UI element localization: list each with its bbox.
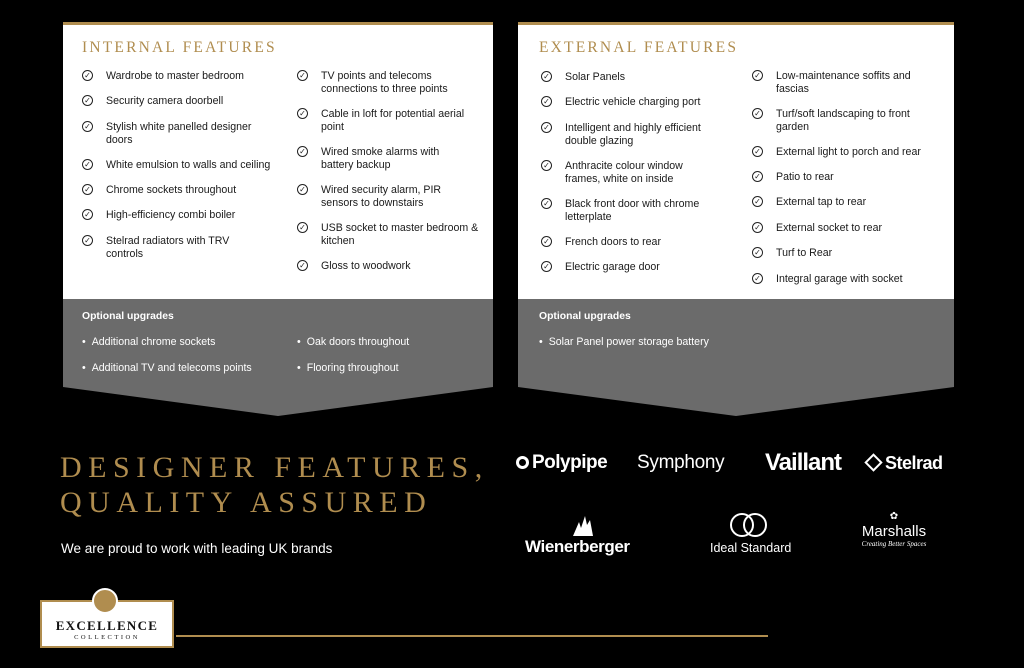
wienerberger-logo: Wienerberger xyxy=(525,516,630,557)
check-icon: ✓ xyxy=(82,209,93,220)
internal-features-panel xyxy=(63,22,493,414)
feature-item: ✓ Patio to rear xyxy=(752,171,932,184)
check-icon: ✓ xyxy=(541,71,552,82)
check-icon: ✓ xyxy=(297,70,308,81)
external-features-panel xyxy=(518,22,954,414)
excellence-emblem-icon xyxy=(92,588,118,614)
check-icon: ✓ xyxy=(82,184,93,195)
check-icon: ✓ xyxy=(752,70,763,81)
check-icon: ✓ xyxy=(541,122,552,133)
check-icon: ✓ xyxy=(541,236,552,247)
optional-item: • Additional chrome sockets xyxy=(82,336,216,348)
check-icon: ✓ xyxy=(752,171,763,182)
check-icon: ✓ xyxy=(82,121,93,132)
check-icon: ✓ xyxy=(297,108,308,119)
polypipe-icon xyxy=(516,456,529,469)
vaillant-logo: Vaillant xyxy=(765,449,842,476)
footer-rule xyxy=(176,635,768,637)
feature-item: ✓ Wired security alarm, PIR sensors to downstairs xyxy=(297,184,477,210)
check-icon: ✓ xyxy=(297,222,308,233)
headline xyxy=(60,450,489,520)
feature-item: ✓ Wired smoke alarms with battery backup xyxy=(297,146,467,172)
external-features-title: EXTERNAL FEATURES xyxy=(539,39,739,56)
feature-item: ✓ Intelligent and highly efficient double glazing xyxy=(541,122,721,148)
feature-item: ✓ External tap to rear xyxy=(752,196,932,209)
optional-item: • Additional TV and telecoms points xyxy=(82,362,252,374)
check-icon: ✓ xyxy=(752,247,763,258)
excellence-collection-badge xyxy=(40,600,174,648)
check-icon: ✓ xyxy=(541,198,552,209)
feature-item: ✓ Electric garage door xyxy=(541,261,721,274)
internal-features-title: INTERNAL FEATURES xyxy=(82,39,277,56)
optional-item: • Oak doors throughout xyxy=(297,336,410,348)
feature-item: ✓ Integral garage with socket xyxy=(752,273,942,286)
internal-optional-upgrades xyxy=(63,299,493,414)
badge-title: EXCELLENCE xyxy=(55,618,159,633)
feature-item: ✓ USB socket to master bedroom & kitchen xyxy=(297,222,482,248)
optional-upgrades-title: Optional upgrades xyxy=(539,311,631,322)
feature-item: ✓ External light to porch and rear xyxy=(752,146,947,159)
headline-line-1: DESIGNER FEATURES, xyxy=(60,451,489,484)
check-icon: ✓ xyxy=(541,160,552,171)
optional-item: • Flooring throughout xyxy=(297,362,399,374)
ideal-standard-icon xyxy=(730,513,770,539)
marshalls-icon: ✿ xyxy=(889,511,899,522)
feature-item: ✓ Cable in loft for potential aerial point xyxy=(297,108,467,134)
check-icon: ✓ xyxy=(541,96,552,107)
check-icon: ✓ xyxy=(82,235,93,246)
feature-item: ✓ Stylish white panelled designer doors xyxy=(82,121,262,147)
feature-item: ✓ Gloss to woodwork xyxy=(297,260,477,273)
tagline: We are proud to work with leading UK brands xyxy=(61,541,333,556)
feature-item: ✓ Electric vehicle charging port xyxy=(541,96,731,109)
symphony-logo: Symphony xyxy=(637,452,725,473)
stelrad-logo: Stelrad xyxy=(867,453,943,474)
check-icon: ✓ xyxy=(752,108,763,119)
feature-item: ✓ Turf to Rear xyxy=(752,247,932,260)
feature-item: ✓ French doors to rear xyxy=(541,236,721,249)
feature-item: ✓ Turf/soft landscaping to front garden xyxy=(752,108,932,134)
feature-item: ✓ Chrome sockets throughout xyxy=(82,184,262,197)
feature-item: ✓ Black front door with chrome letterplate xyxy=(541,198,721,224)
check-icon: ✓ xyxy=(297,146,308,157)
check-icon: ✓ xyxy=(82,95,93,106)
feature-item: ✓ Anthracite colour window frames, white on inside xyxy=(541,160,711,186)
badge-subtitle: COLLECTION xyxy=(74,634,140,641)
marshalls-logo: ✿ Marshalls Creating Better Spaces xyxy=(852,512,936,548)
check-icon: ✓ xyxy=(82,70,93,81)
wienerberger-icon xyxy=(573,516,593,536)
feature-item: ✓ Security camera doorbell xyxy=(82,95,262,108)
optional-upgrades-title: Optional upgrades xyxy=(82,311,174,322)
check-icon: ✓ xyxy=(752,222,763,233)
feature-item: ✓ Wardrobe to master bedroom xyxy=(82,70,262,83)
feature-item: ✓ High-efficiency combi boiler xyxy=(82,209,262,222)
check-icon: ✓ xyxy=(752,146,763,157)
external-optional-upgrades xyxy=(518,299,954,414)
check-icon: ✓ xyxy=(82,159,93,170)
headline-line-2: QUALITY ASSURED xyxy=(60,486,433,519)
check-icon: ✓ xyxy=(752,273,763,284)
feature-item: ✓ TV points and telecoms connections to three points xyxy=(297,70,477,96)
check-icon: ✓ xyxy=(752,196,763,207)
stelrad-icon xyxy=(864,453,882,471)
polypipe-logo: Polypipe xyxy=(516,452,607,474)
check-icon: ✓ xyxy=(297,184,308,195)
feature-item: ✓ External socket to rear xyxy=(752,222,932,235)
feature-item: ✓ Stelrad radiators with TRV controls xyxy=(82,235,252,261)
ideal-standard-logo: Ideal Standard xyxy=(710,513,791,555)
feature-item: ✓ White emulsion to walls and ceiling xyxy=(82,159,282,172)
check-icon: ✓ xyxy=(297,260,308,271)
check-icon: ✓ xyxy=(541,261,552,272)
internal-features-list-area xyxy=(63,22,493,299)
feature-item: ✓ Low-maintenance soffits and fascias xyxy=(752,70,932,96)
feature-item: ✓ Solar Panels xyxy=(541,71,731,84)
optional-item: • Solar Panel power storage battery xyxy=(539,336,709,348)
external-features-list-area xyxy=(518,22,954,299)
